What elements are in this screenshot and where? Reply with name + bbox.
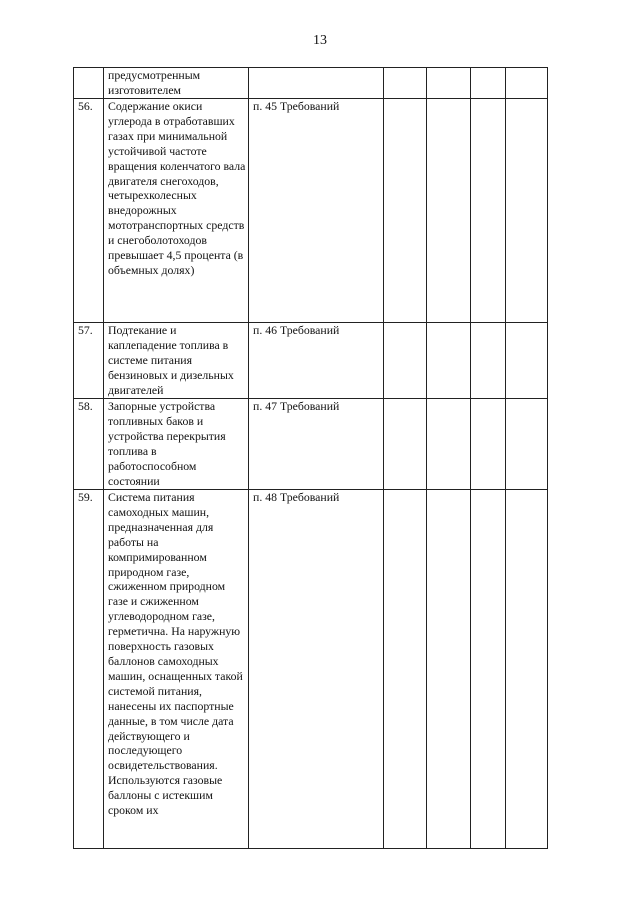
row-reference: п. 45 Требований <box>249 99 384 323</box>
row-description: Содержание окиси углерода в отработавших газах при минимальной устойчивой частоте вращения коленчатого вала двигателя снегоходов, четырехколесных внедорожных мототранспортных средств и снегоболотоходов превышает 4,5 процента (в объемных долях) <box>104 99 249 323</box>
empty-cell <box>471 99 506 323</box>
empty-cell <box>471 68 506 99</box>
row-number: 57. <box>74 323 104 399</box>
empty-cell <box>471 399 506 490</box>
row-reference: п. 48 Требований <box>249 490 384 849</box>
row-reference <box>249 68 384 99</box>
empty-cell <box>471 490 506 849</box>
empty-cell <box>506 490 548 849</box>
empty-cell <box>427 323 471 399</box>
row-reference: п. 46 Требований <box>249 323 384 399</box>
row-number <box>74 68 104 99</box>
empty-cell <box>427 490 471 849</box>
row-number: 59. <box>74 490 104 849</box>
table-row <box>74 399 548 490</box>
row-number: 58. <box>74 399 104 490</box>
empty-cell <box>384 399 427 490</box>
empty-cell <box>506 68 548 99</box>
empty-cell <box>427 68 471 99</box>
row-number: 56. <box>74 99 104 323</box>
table-row <box>74 490 548 849</box>
table-row <box>74 323 548 399</box>
empty-cell <box>384 490 427 849</box>
empty-cell <box>384 68 427 99</box>
row-description: Запорные устройства топливных баков и устройства перекрытия топлива в работоспособном состоянии <box>104 399 249 490</box>
table-row <box>74 68 548 99</box>
row-description: Подтекание и каплепадение топлива в системе питания бензиновых и дизельных двигателей <box>104 323 249 399</box>
empty-cell <box>384 323 427 399</box>
empty-cell <box>506 99 548 323</box>
empty-cell <box>427 399 471 490</box>
page-number: 13 <box>313 33 327 48</box>
empty-cell <box>471 323 506 399</box>
table-row <box>74 99 548 323</box>
empty-cell <box>506 323 548 399</box>
row-reference: п. 47 Требований <box>249 399 384 490</box>
empty-cell <box>506 399 548 490</box>
requirements-table <box>73 67 548 849</box>
row-description: предусмотренным изготовителем <box>104 68 249 99</box>
row-description: Система питания самоходных машин, предназначенная для работы на компримированном природном газе, сжиженном природном газе и сжиженном углеводородном газе, герметична. На наружную поверхность газовых баллонов самоходных машин, оснащенных такой системой питания, нанесены их паспортные данные, в том числе дата действующего и последующего освидетельствования. Используются газовые баллоны с истекшим сроком их <box>104 490 249 849</box>
empty-cell <box>427 99 471 323</box>
empty-cell <box>384 99 427 323</box>
